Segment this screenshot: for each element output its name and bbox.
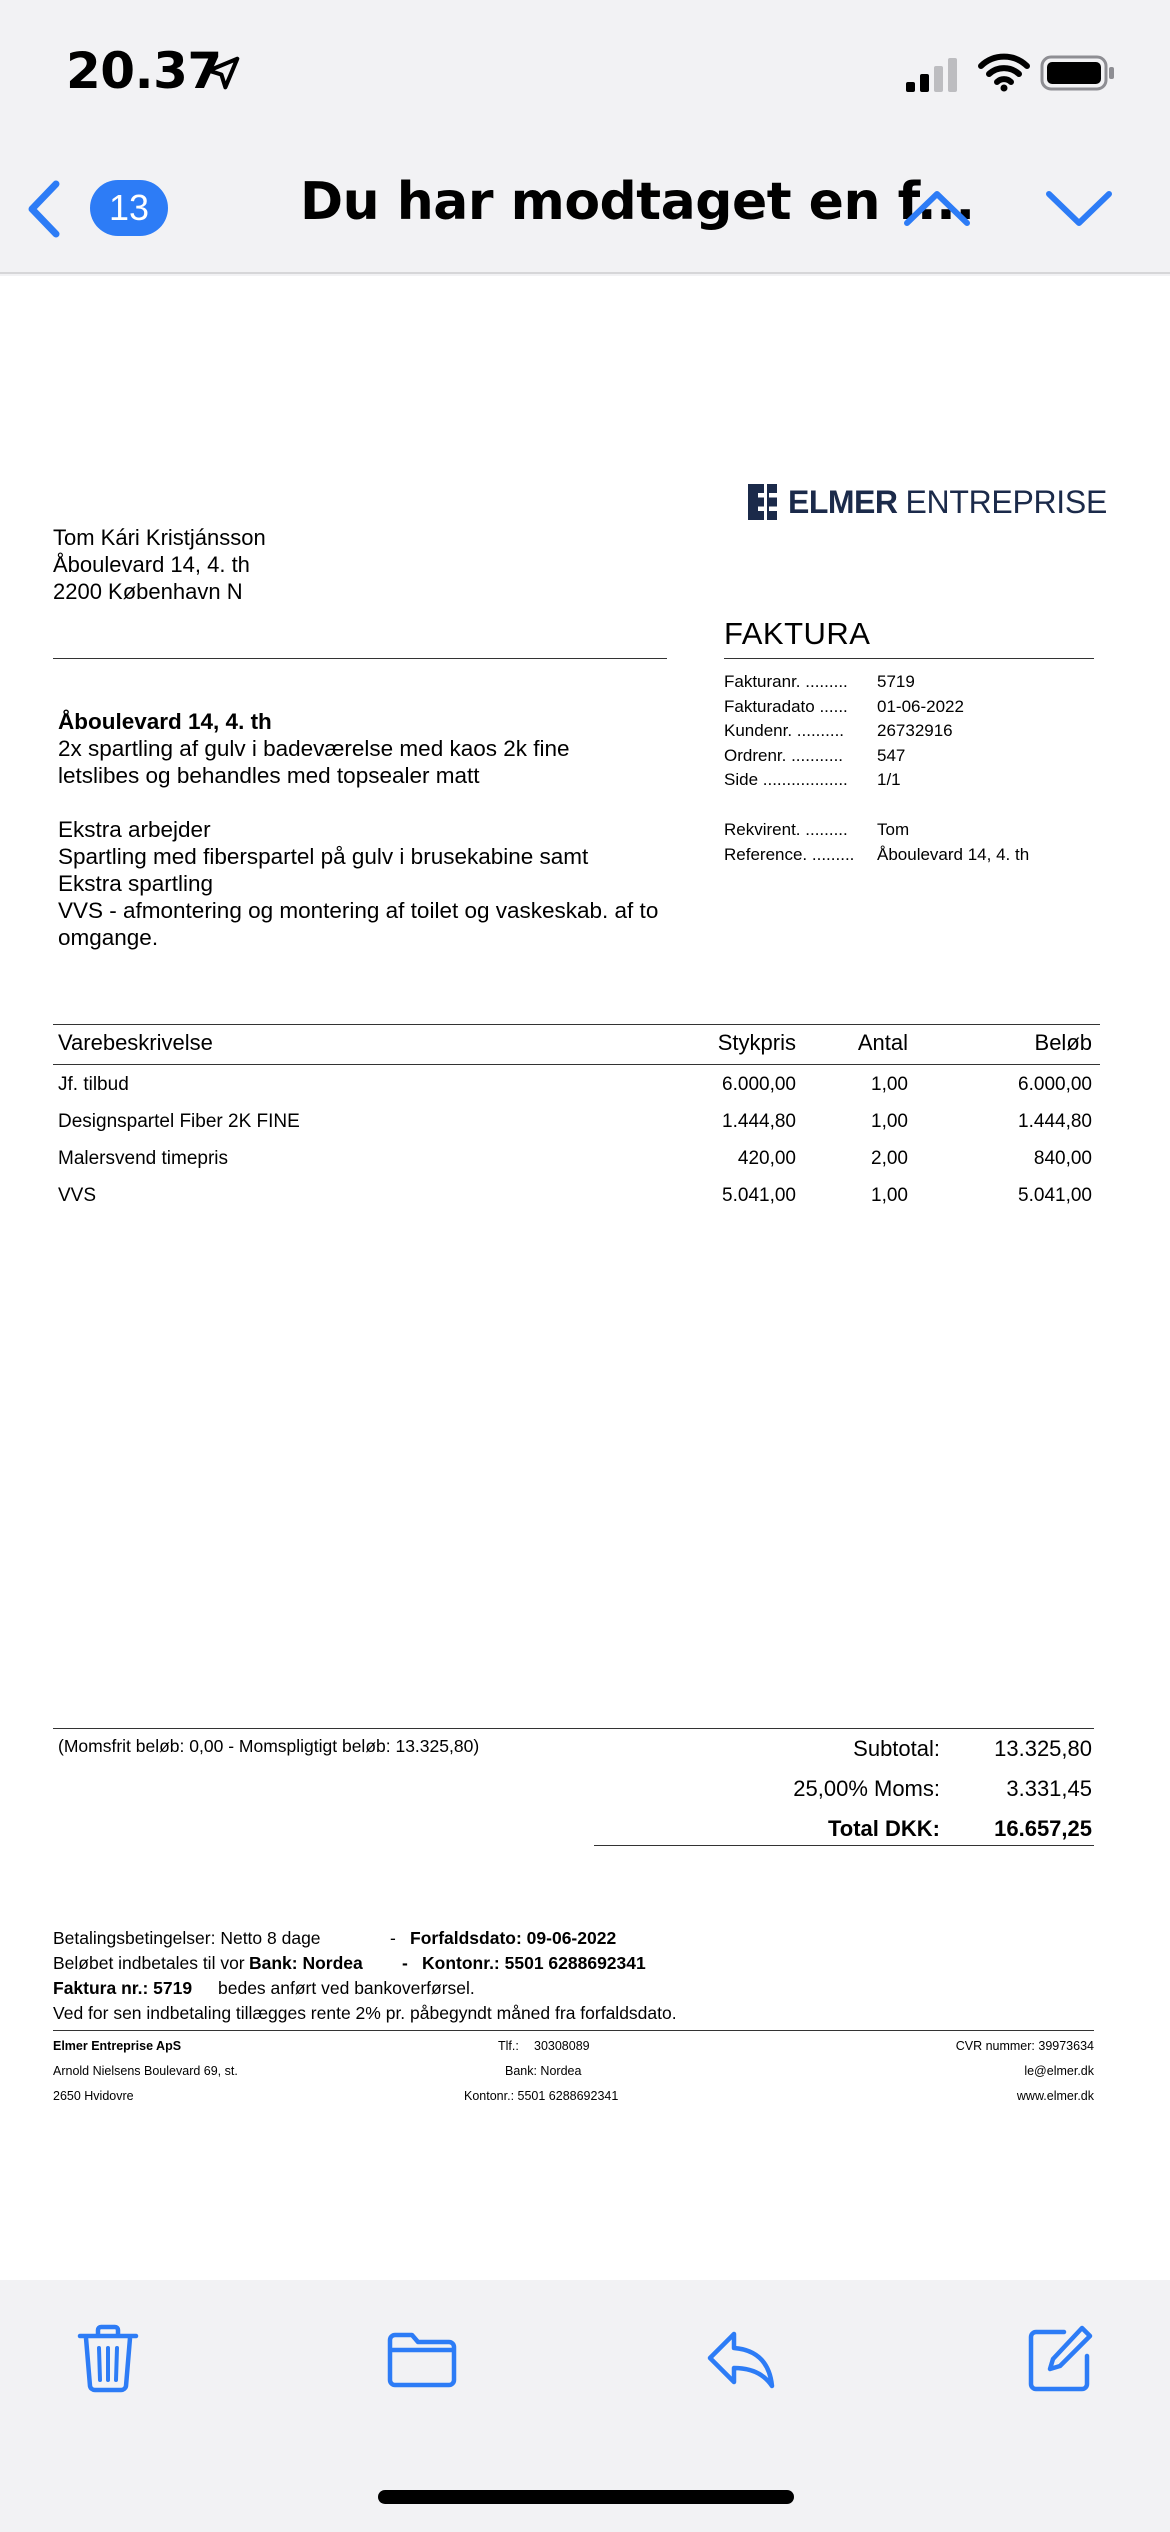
meta-value: 01-06-2022	[877, 696, 964, 716]
footer-city: 2650 Hvidovre	[53, 2089, 134, 2103]
footer-phone-label: Tlf.:	[498, 2039, 519, 2053]
subtotal-value: 13.325,80	[994, 1736, 1092, 1761]
description-heading: Åboulevard 14, 4. th	[58, 709, 272, 734]
item-amount: 1.444,80	[1018, 1111, 1092, 1132]
meta-label: Rekvirent. .........	[724, 820, 848, 839]
meta-label: Fakturanr. .........	[724, 672, 848, 691]
column-header-description: Varebeskrivelse	[58, 1030, 213, 1055]
chevron-up-icon[interactable]	[902, 188, 972, 228]
meta-value: Åboulevard 14, 4. th	[877, 844, 1030, 864]
chevron-left-icon[interactable]	[24, 178, 64, 240]
footer-account: Kontonr.: 5501 6288692341	[464, 2089, 619, 2103]
meta-value: 26732916	[877, 721, 953, 740]
item-amount: 6.000,00	[1018, 1074, 1092, 1095]
table-top-rule	[53, 1024, 1100, 1025]
footer-email[interactable]: le@elmer.dk	[1024, 2064, 1094, 2078]
item-quantity: 1,00	[871, 1074, 908, 1095]
footer-company: Elmer Entreprise ApS	[53, 2039, 182, 2053]
meta-label: Ordrenr. ...........	[724, 745, 844, 765]
recipient-name: Tom Kári Kristjánsson	[53, 525, 266, 550]
payment-terms: Betalingsbetingelser: Netto 8 dage	[53, 1928, 321, 1948]
divider	[724, 658, 1094, 659]
footer-website[interactable]: www.elmer.dk	[1016, 2089, 1094, 2103]
footer-bank: Bank: Nordea	[505, 2064, 582, 2078]
meta-label: Reference. .........	[724, 844, 855, 864]
compose-icon[interactable]	[1024, 2322, 1096, 2394]
vat-value: 3.331,45	[1006, 1776, 1092, 1801]
wifi-icon	[978, 52, 1030, 92]
work-description	[58, 708, 658, 951]
recipient-address	[53, 524, 266, 605]
invoice-title: FAKTURA	[724, 616, 871, 651]
home-indicator[interactable]	[378, 2490, 794, 2504]
meta-value: 547	[877, 745, 906, 765]
recipient-street: Åboulevard 14, 4. th	[53, 552, 250, 577]
description-line: 2x spartling af gulv i badeværelse med kaos 2k fine	[58, 736, 570, 761]
meta-label: Side ..................	[724, 770, 848, 789]
item-description: VVS	[58, 1185, 97, 1206]
invoice-number-ref: Faktura nr.: 5719	[53, 1978, 193, 1998]
status-bar	[0, 0, 1170, 140]
item-description: Malersvend timepris	[58, 1148, 228, 1169]
description-line: VVS - afmontering og montering af toilet og vaskeskab. af to	[58, 898, 659, 923]
column-header-quantity: Antal	[857, 1030, 908, 1055]
description-line: letslibes og behandles med topsealer matt	[58, 763, 480, 788]
table-header-rule	[53, 1064, 1100, 1065]
footer-cvr: CVR nummer: 39973634	[955, 2039, 1094, 2053]
late-payment-note: Ved for sen indbetaling tillægges rente 2% pr. påbegyndt måned fra forfaldsdato.	[53, 2003, 677, 2023]
location-arrow-icon	[204, 54, 242, 92]
cellular-signal-icon	[904, 56, 960, 94]
item-amount: 840,00	[1033, 1148, 1092, 1169]
invoice-document[interactable]	[0, 276, 1170, 2280]
totals-rule	[53, 1728, 1094, 1729]
total-rule	[594, 1845, 1094, 1846]
vat-label: 25,00% Moms:	[793, 1776, 940, 1801]
item-unit-price: 1.444,80	[722, 1111, 796, 1132]
item-unit-price: 6.000,00	[722, 1074, 796, 1095]
footer-phone: 30308089	[534, 2039, 590, 2053]
item-unit-price: 5.041,00	[722, 1185, 796, 1206]
invoice-number-note: bedes anført ved bankoverførsel.	[218, 1978, 475, 1998]
meta-value: Tom	[877, 820, 910, 839]
folder-icon[interactable]	[386, 2322, 458, 2394]
account-number: Kontonr.: 5501 6288692341	[422, 1953, 646, 1973]
meta-value: 5719	[877, 672, 915, 691]
meta-label: Fakturadato ......	[724, 696, 848, 716]
item-quantity: 1,00	[871, 1185, 908, 1206]
description-line: omgange.	[58, 925, 159, 950]
logo-mark-icon	[746, 482, 782, 522]
item-description: Jf. tilbud	[58, 1074, 129, 1095]
logo-text: ENTREPRISE	[905, 483, 1107, 520]
column-header-unit-price: Stykpris	[717, 1030, 796, 1055]
footer-rule	[53, 2030, 1094, 2031]
item-quantity: 2,00	[871, 1148, 908, 1169]
description-line: Ekstra arbejder	[58, 817, 211, 842]
due-separator: -	[390, 1928, 396, 1948]
meta-label: Kundenr. ..........	[724, 721, 845, 740]
description-line: Ekstra spartling	[58, 871, 214, 896]
chevron-down-icon[interactable]	[1044, 188, 1114, 228]
item-unit-price: 420,00	[737, 1148, 796, 1169]
bank-name: Bank: Nordea	[249, 1953, 363, 1973]
description-line: Spartling med fiberspartel på gulv i brusekabine samt	[58, 844, 589, 869]
footer-address: Arnold Nielsens Boulevard 69, st.	[53, 2064, 238, 2078]
status-time: 20.37	[66, 42, 222, 100]
column-header-amount: Beløb	[1034, 1030, 1092, 1055]
divider	[53, 658, 667, 659]
due-date: Forfaldsdato: 09-06-2022	[410, 1928, 617, 1948]
meta-value: 1/1	[877, 770, 901, 789]
reply-icon[interactable]	[704, 2322, 776, 2394]
logo-bold-text: ELMER	[788, 483, 898, 520]
item-quantity: 1,00	[871, 1111, 908, 1132]
trash-icon[interactable]	[72, 2322, 144, 2394]
battery-icon	[1040, 54, 1116, 92]
recipient-city: 2200 København N	[53, 579, 243, 604]
account-separator: -	[402, 1953, 408, 1973]
total-value: 16.657,25	[994, 1816, 1092, 1841]
item-amount: 5.041,00	[1018, 1185, 1092, 1206]
message-subject-title: Du har modtaget en f...	[300, 172, 975, 232]
company-logo	[746, 482, 1107, 522]
item-description: Designspartel Fiber 2K FINE	[58, 1111, 300, 1132]
message-count-badge[interactable]: 13	[90, 180, 168, 236]
navigation-bar	[0, 140, 1170, 274]
pay-to-text: Beløbet indbetales til vor	[53, 1953, 245, 1973]
subtotal-label: Subtotal:	[853, 1736, 940, 1761]
total-label: Total DKK:	[827, 1816, 940, 1841]
vat-note: (Momsfrit beløb: 0,00 - Momspligtigt beløb: 13.325,80)	[58, 1736, 480, 1756]
